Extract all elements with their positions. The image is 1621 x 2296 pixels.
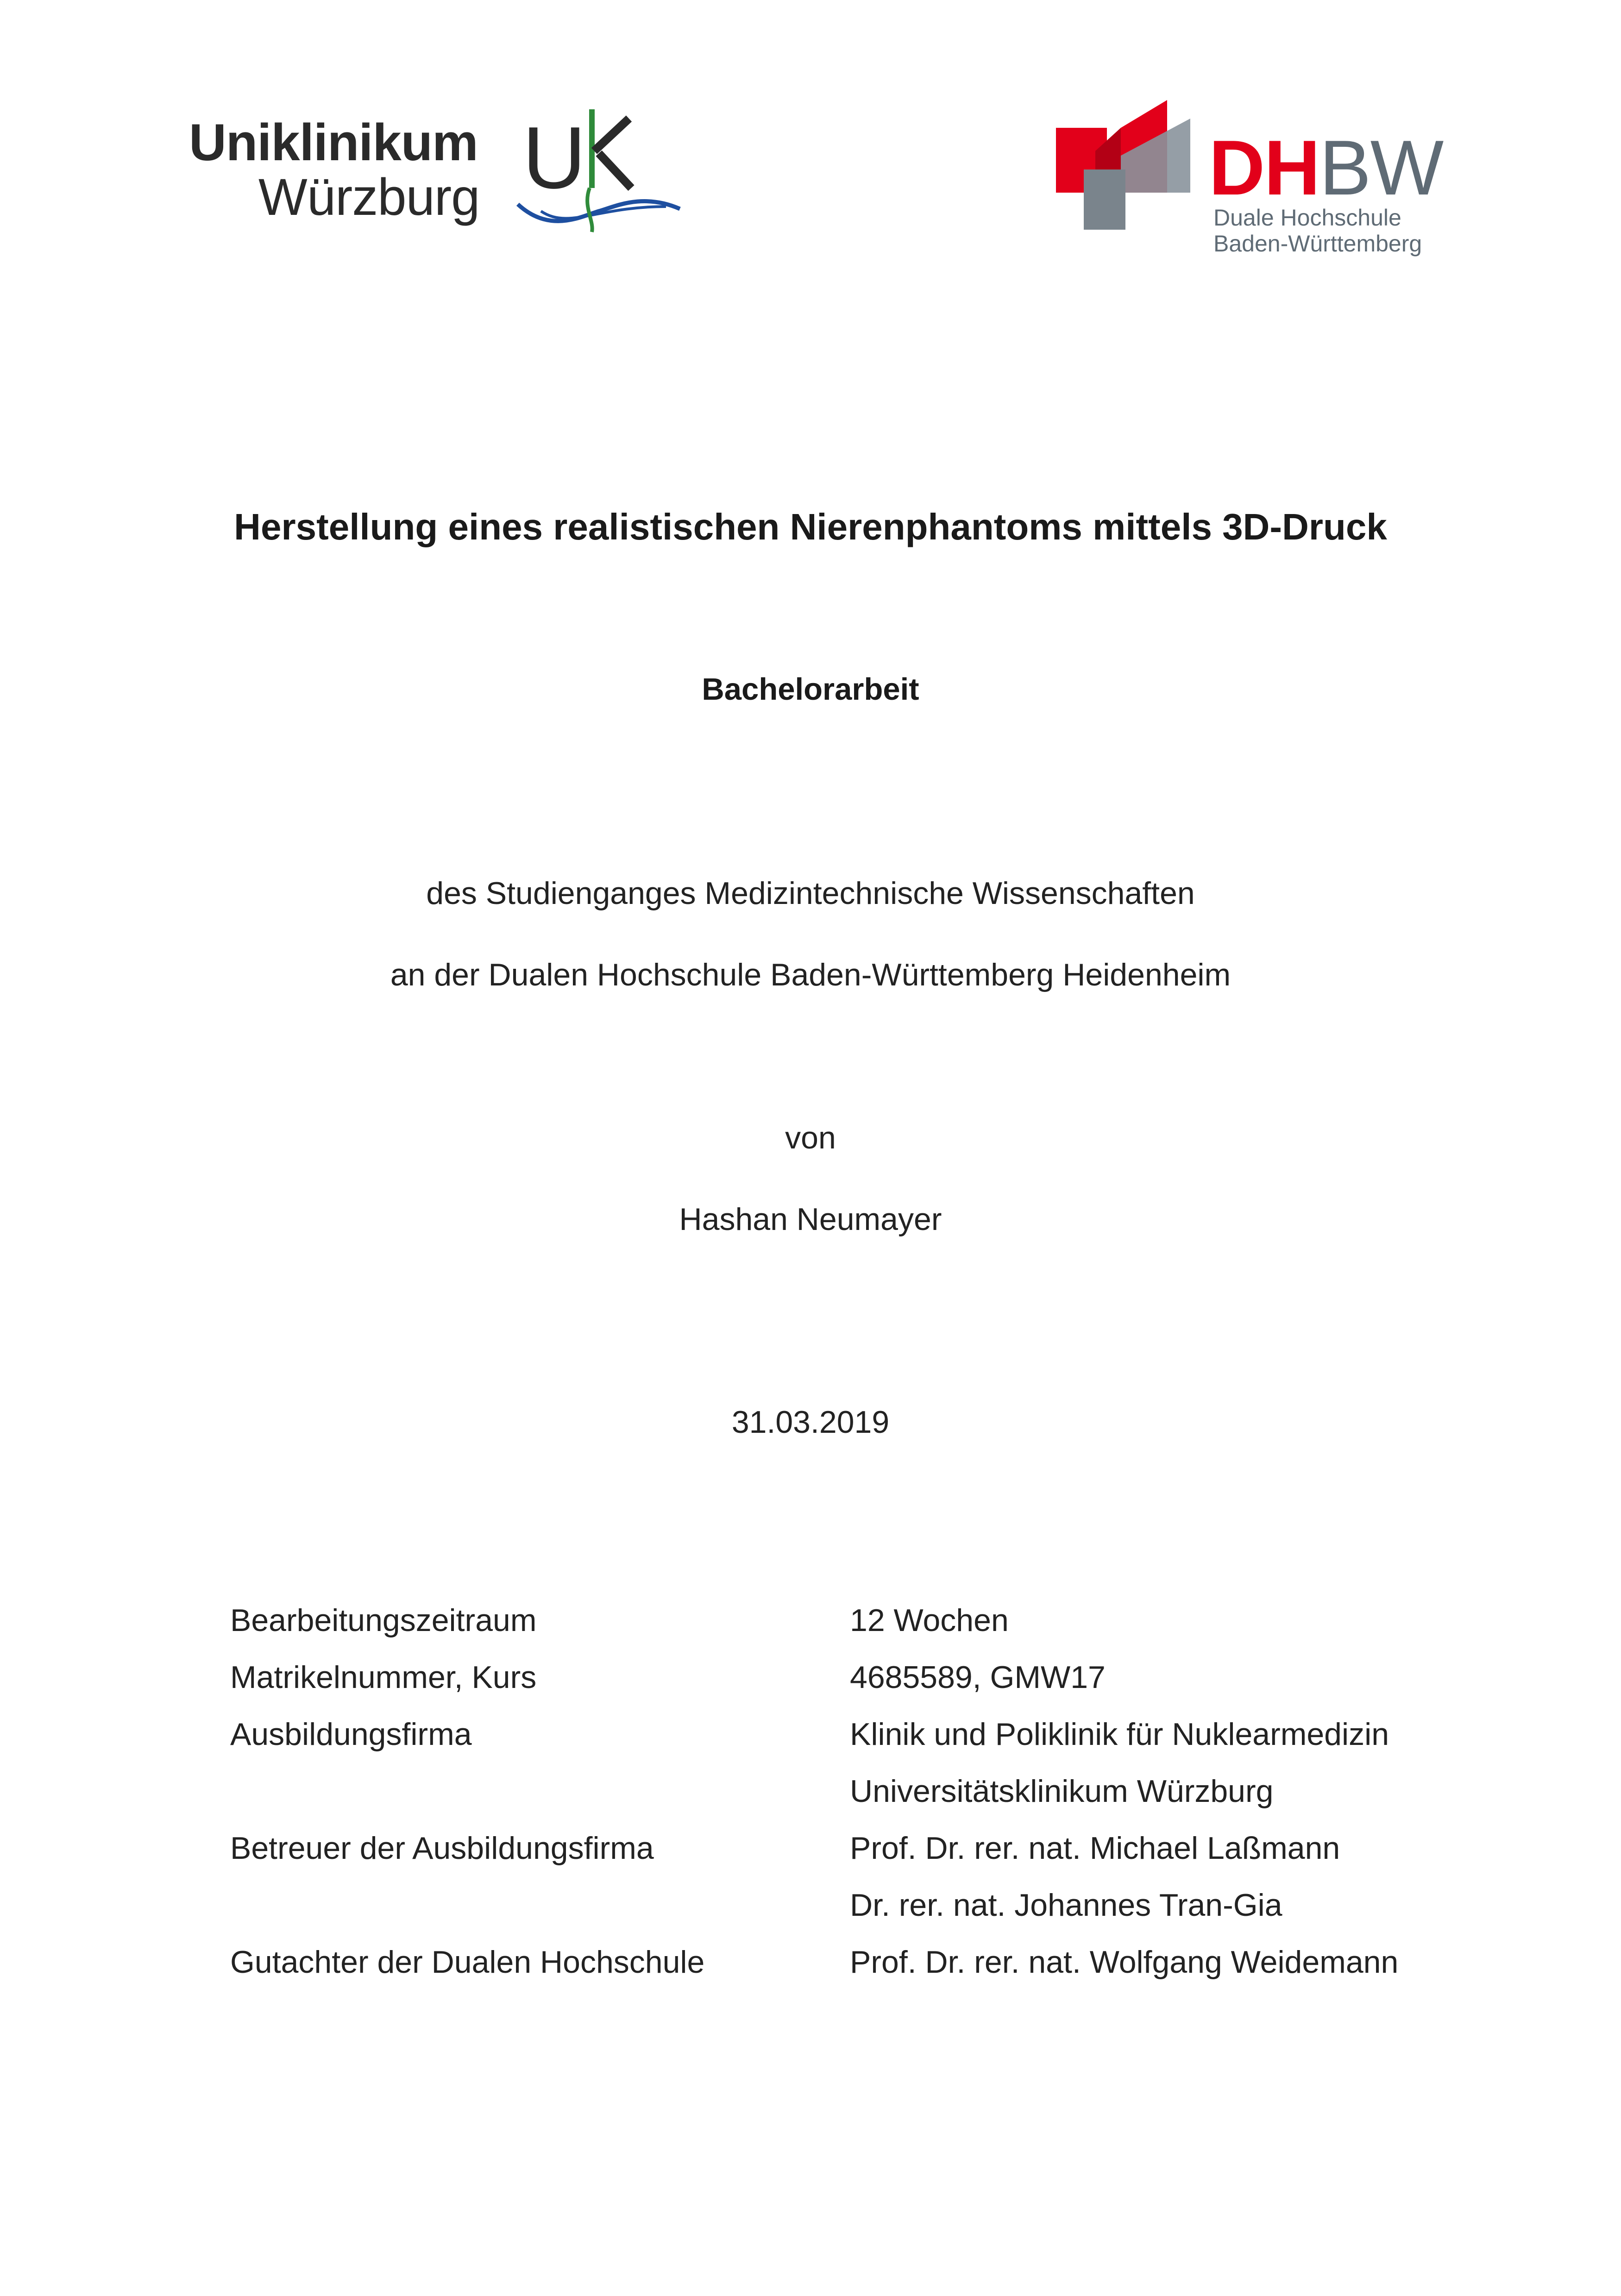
info-row bbox=[230, 1887, 1481, 1944]
info-row bbox=[230, 1716, 1481, 1773]
info-row bbox=[230, 1830, 1481, 1887]
info-row bbox=[230, 1659, 1481, 1716]
info-value: 4685589, GMW17 bbox=[850, 1660, 1106, 1695]
info-value: 12 Wochen bbox=[850, 1603, 1009, 1638]
uk-emblem-icon bbox=[513, 100, 685, 239]
uniklinikum-wuerzburg-logo bbox=[189, 100, 685, 244]
dhbw-wordmark-bw: BW bbox=[1319, 124, 1443, 211]
info-label: Ausbildungsfirma bbox=[230, 1717, 472, 1752]
dhbw-emblem-icon bbox=[1056, 100, 1195, 230]
dhbw-logo bbox=[1056, 100, 1443, 262]
by-label: von bbox=[785, 1120, 836, 1155]
info-value: Klinik und Poliklinik für Nuklearmedizin bbox=[850, 1717, 1389, 1752]
uniklinikum-wordmark-line1: Uniklinikum bbox=[189, 113, 478, 171]
thesis-title: Herstellung eines realistischen Nierenphantoms mittels 3D-Druck bbox=[234, 506, 1387, 547]
uniklinikum-wordmark-line2: Würzburg bbox=[258, 168, 480, 226]
study-program-line: des Studienganges Medizintechnische Wissenschaften bbox=[426, 876, 1195, 911]
info-label: Betreuer der Ausbildungsfirma bbox=[230, 1831, 654, 1866]
info-row bbox=[230, 1944, 1481, 2001]
dhbw-subtitle-line2: Baden-Württemberg bbox=[1213, 231, 1422, 257]
uniklinikum-wordmark bbox=[189, 113, 480, 226]
author-name: Hashan Neumayer bbox=[679, 1202, 942, 1237]
submission-date: 31.03.2019 bbox=[731, 1405, 890, 1440]
thesis-info-table bbox=[230, 1602, 1481, 2001]
dhbw-wordmark bbox=[1209, 124, 1443, 211]
dhbw-wordmark-dh: DH bbox=[1209, 124, 1319, 211]
info-value: Prof. Dr. rer. nat. Wolfgang Weidemann bbox=[850, 1945, 1399, 1980]
info-row bbox=[230, 1602, 1481, 1659]
info-value: Dr. rer. nat. Johannes Tran-Gia bbox=[850, 1888, 1282, 1923]
info-value: Prof. Dr. rer. nat. Michael Laßmann bbox=[850, 1831, 1340, 1866]
info-row bbox=[230, 1773, 1481, 1830]
info-label: Bearbeitungszeitraum bbox=[230, 1603, 537, 1638]
info-value: Universitätsklinikum Würzburg bbox=[850, 1774, 1274, 1809]
svg-text:U: U bbox=[522, 109, 586, 207]
info-label: Gutachter der Dualen Hochschule bbox=[230, 1945, 705, 1980]
dhbw-subtitle-line1: Duale Hochschule bbox=[1213, 205, 1401, 231]
document-type: Bachelorarbeit bbox=[702, 672, 919, 707]
university-line: an der Dualen Hochschule Baden-Württemberg Heidenheim bbox=[390, 957, 1231, 992]
info-label: Matrikelnummer, Kurs bbox=[230, 1660, 537, 1695]
dhbw-subtitle bbox=[1213, 205, 1422, 257]
